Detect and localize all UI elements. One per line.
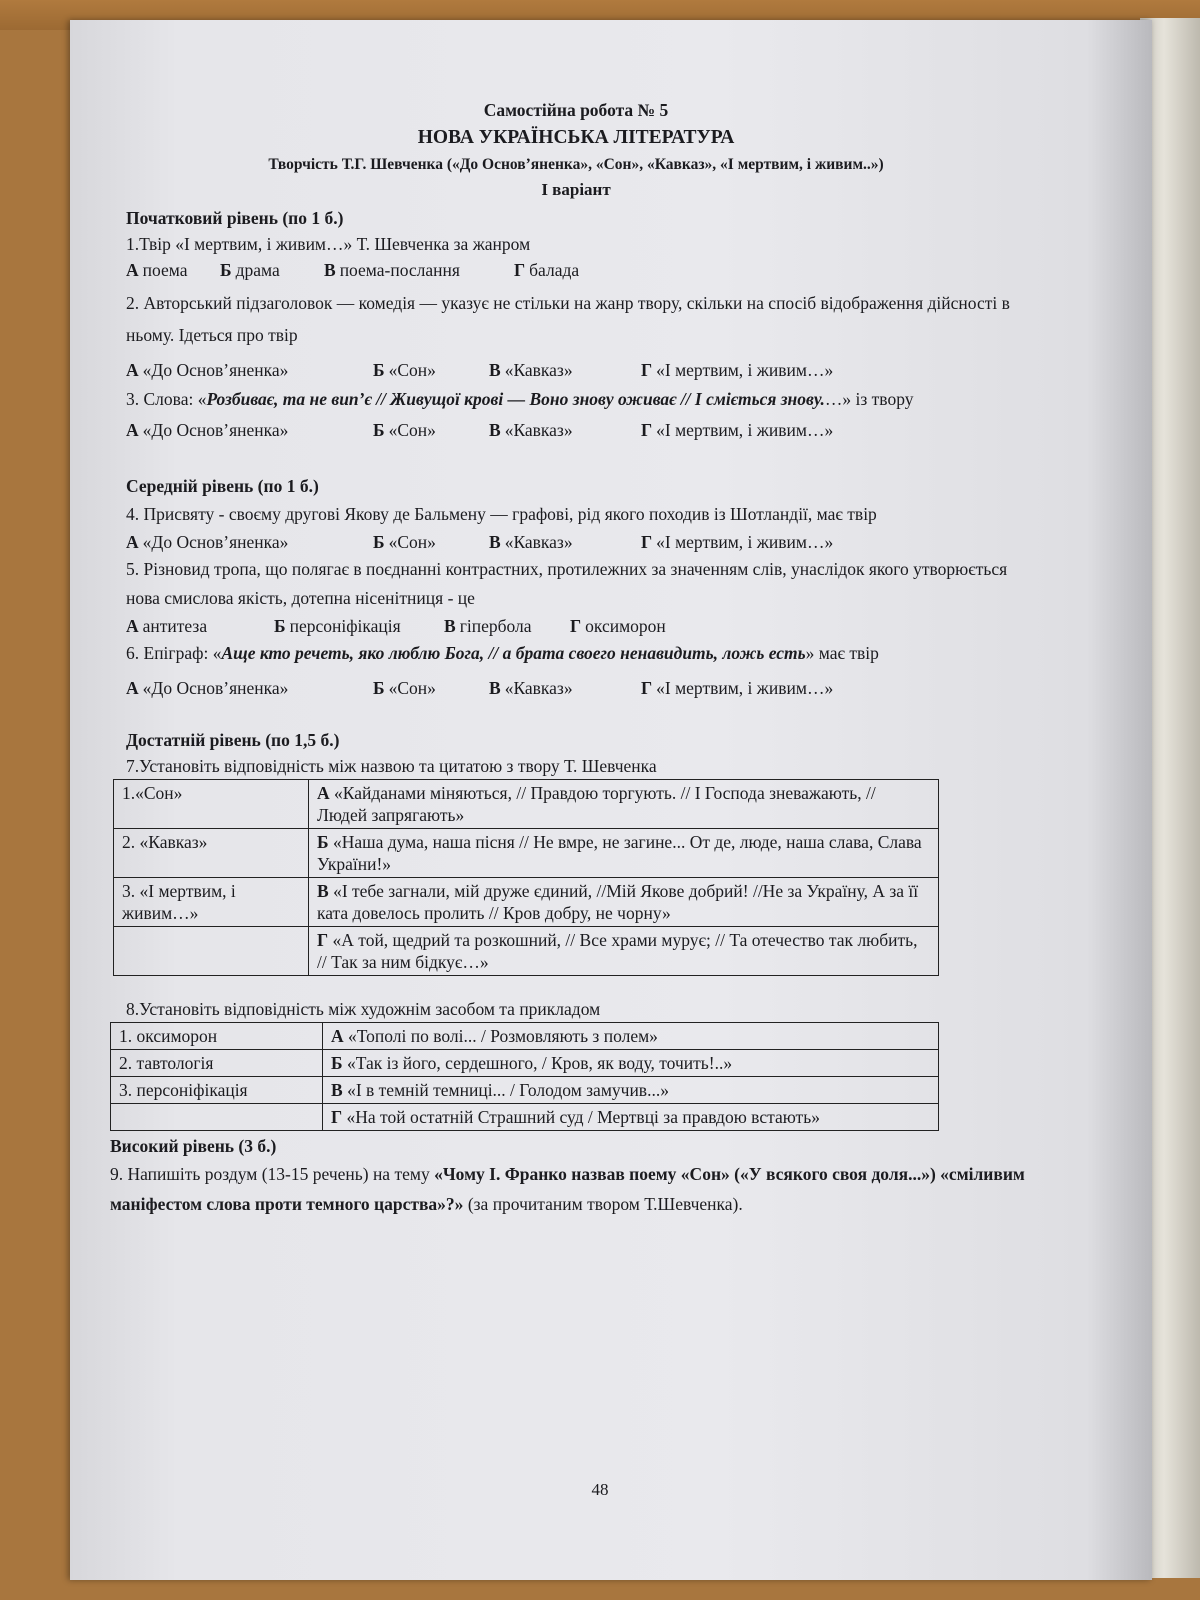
q3-text: 3. Слова: «Розбиває, та не вип’є // Живущої крові — Воно знову оживає // І сміється знову.…» із твору	[126, 389, 914, 409]
option: А «До Основ’яненка»	[126, 420, 289, 440]
level2-title: Середній рівень (по 1 б.)	[126, 476, 319, 496]
q9-text: 9. Напишіть роздум (13-15 речень) на тему «Чому І. Франко назвав поему «Сон» («У всякого своя доля...») «сміливим маніфестом слова проти темного царства»?» (за прочитаним твором Т.Шевченка).	[110, 1164, 1025, 1214]
table-row: 1.«Сон» А «Кайданами міняються, // Правдою торгують. // І Господа зневажають, // Людей запрягають»	[114, 780, 939, 829]
level4-title: Високий рівень (3 б.)	[110, 1136, 277, 1156]
q5-options	[126, 613, 1026, 639]
table-row: 3. персоніфікація В «І в темній темниці... / Голодом замучив...»	[111, 1077, 939, 1104]
page-content	[110, 96, 1026, 1219]
option: Б «Сон»	[373, 678, 436, 698]
option: Б «Сон»	[373, 420, 436, 440]
option: Г «І мертвим, і живим…»	[641, 360, 834, 380]
table-row: 3. «І мертвим, і живим…» В «І тебе загнали, мій друже єдиний, //Мій Якове добрий! //Не за Україну, А за її ката довелось пролить // Кров добру, не чорну»	[114, 878, 939, 927]
option: А «До Основ’яненка»	[126, 678, 289, 698]
q3-options	[126, 417, 1026, 443]
table-row: 2. «Кавказ» Б «Наша дума, наша пісня // Не вмре, не загине... От де, люде, наша слава, Слава України!»	[114, 829, 939, 878]
option: А поема	[126, 260, 188, 280]
option: Г «І мертвим, і живим…»	[641, 678, 834, 698]
table-row: 2. тавтологія Б «Так із його, сердешного, / Кров, як воду, точить!..»	[111, 1050, 939, 1077]
q7-match-table	[113, 779, 939, 976]
q4-options	[126, 529, 1026, 555]
q8-text: 8.Установіть відповідність між художнім засобом та прикладом	[126, 999, 601, 1019]
option: Б «Сон»	[373, 532, 436, 552]
variant-title: І варіант	[541, 180, 611, 199]
subject-title: НОВА УКРАЇНСЬКА ЛІТЕРАТУРА	[417, 127, 735, 148]
option: Б персоніфікація	[274, 616, 401, 636]
option: В «Кавказ»	[489, 532, 573, 552]
q6-text: 6. Епіграф: «Аще кто речеть, яко люблю Бога, // а брата своего ненавидить, ложь есть» має твір	[126, 643, 879, 663]
option: Г «І мертвим, і живим…»	[641, 420, 834, 440]
page-number: 48	[591, 1480, 609, 1499]
table-row: Г «На той остатній Страшний суд / Мертвці за правдою встають»	[111, 1104, 939, 1131]
work-title: Самостійна робота № 5	[483, 100, 669, 120]
option: В «Кавказ»	[489, 420, 573, 440]
option: Г оксиморон	[570, 616, 666, 636]
q4-text: 4. Присвяту - своєму другові Якову де Бальмену — графові, рід якого походив із Шотландії, має твір	[126, 504, 877, 524]
option: В «Кавказ»	[489, 360, 573, 380]
option: Б «Сон»	[373, 360, 436, 380]
q8-match-table	[110, 1022, 939, 1131]
option: Б драма	[220, 260, 280, 280]
option: Г «І мертвим, і живим…»	[641, 532, 834, 552]
option: А «До Основ’яненка»	[126, 532, 289, 552]
q2-text: 2. Авторський підзаголовок — комедія — указує не стільки на жанр твору, скільки на спосіб відображення дійсності в ньому. Ідеться про твір	[126, 293, 1010, 345]
q1-options	[126, 257, 1026, 283]
table-row: Г «А той, щедрий та розкошний, // Все храми мурує; // Та отечество так любить, // Так за ним бідкує…»	[114, 927, 939, 976]
option: Г балада	[514, 260, 580, 280]
option: В поема-послання	[324, 260, 460, 280]
q7-text: 7.Установіть відповідність між назвою та цитатою з твору Т. Шевченка	[126, 756, 657, 776]
level3-title: Достатній рівень (по 1,5 б.)	[126, 730, 340, 750]
q1-text: 1.Твір «І мертвим, і живим…» Т. Шевченка за жанром	[126, 234, 531, 254]
option: А «До Основ’яненка»	[126, 360, 289, 380]
q2-options	[126, 357, 1026, 383]
option: В гіпербола	[444, 616, 532, 636]
topic-title: Творчість Т.Г. Шевченка («До Основ’яненка», «Сон», «Кавказ», «І мертвим, і живим..»)	[268, 156, 884, 173]
q5-text: 5. Різновид тропа, що полягає в поєднанні контрастних, протилежних за значенням слів, унаслідок якого утворюється нова смислова якість, дотепна нісенітниця - це	[126, 559, 1008, 608]
option: В «Кавказ»	[489, 678, 573, 698]
level1-title: Початковий рівень (по 1 б.)	[126, 208, 344, 228]
q6-options	[126, 675, 1026, 701]
table-row: 1. оксиморон А «Тополі по волі... / Розмовляють з полем»	[111, 1023, 939, 1050]
option: А антитеза	[126, 616, 208, 636]
